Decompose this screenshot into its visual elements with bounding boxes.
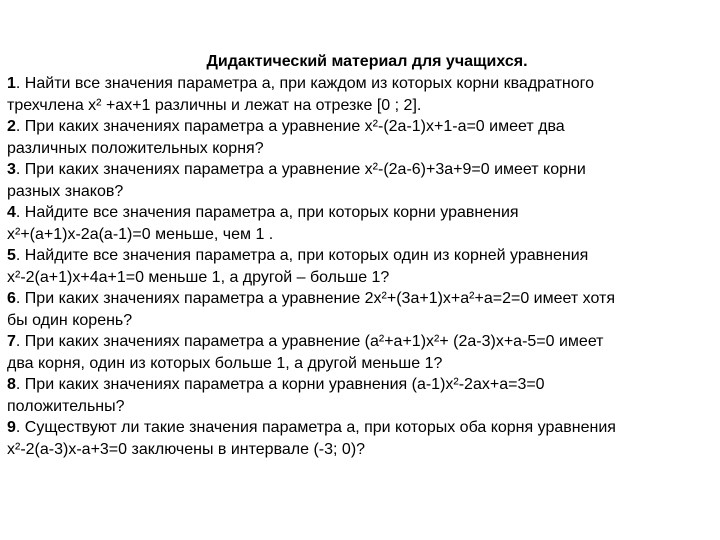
task-number: 5 [7, 247, 16, 264]
task-item-6 [7, 288, 713, 331]
task-item-3 [7, 159, 713, 202]
task-number: 6 [7, 290, 16, 307]
task-text-line-2: положительны? [7, 397, 125, 415]
task-text-line-2: разных знаков? [7, 182, 124, 200]
document-title: Дидактический материал для учащихся. [206, 53, 528, 70]
task-item-2 [7, 116, 713, 159]
task-item-4 [7, 202, 713, 245]
task-text-line-2: различных положительных корня? [7, 139, 264, 157]
task-item-9 [7, 417, 713, 460]
task-item-8 [7, 374, 713, 417]
task-text-line-1: . Существуют ли такие значения параметра а, при которых оба корня уравнения [15, 419, 616, 436]
task-text-line-1: . При каких значениях параметра а уравнение (а²+а+1)х²+ (2а-3)х+а-5=0 имеет [15, 333, 604, 350]
task-text-line-1: . При каких значениях параметра а уравнение х²-(2а-6)+3а+9=0 имеет корни [15, 161, 586, 178]
task-item-5 [7, 245, 713, 288]
task-item-7 [7, 331, 713, 374]
task-text-line-2: х²-2(а-3)х-а+3=0 заключены в интервале (-3; 0)? [7, 440, 366, 458]
task-text-line-1: . При каких значениях параметра а корни уравнения (а-1)х²-2ах+а=3=0 [15, 376, 545, 393]
task-text-line-2: х²+(а+1)х-2а(а-1)=0 меньше, чем 1 . [7, 225, 274, 243]
task-number: 7 [7, 333, 16, 350]
task-text-line-1: . При каких значениях параметра а уравнение х²-(2а-1)х+1-а=0 имеет два [15, 118, 565, 135]
task-text-line-2: х²-2(а+1)х+4а+1=0 меньше 1, а другой – больше 1? [7, 268, 390, 286]
task-text-line-2: бы один корень? [7, 311, 133, 329]
task-text-line-2: трехчлена х² +ах+1 различны и лежат на отрезке [0 ; 2]. [7, 96, 422, 114]
task-text-line-1: . Найдите все значения параметра а, при которых корни уравнения [15, 204, 519, 221]
task-number: 9 [7, 419, 16, 436]
document-body [7, 51, 713, 460]
task-item-1 [7, 73, 713, 116]
task-number: 2 [7, 118, 16, 135]
task-number: 1 [7, 75, 16, 92]
task-text-line-1: . Найдите все значения параметра а, при которых один из корней уравнения [15, 247, 589, 264]
task-text-line-1: . При каких значениях параметра а уравнение 2х²+(3а+1)х+а²+а=2=0 имеет хотя [15, 290, 615, 307]
task-text-line-2: два корня, один из которых больше 1, а другой меньше 1? [7, 354, 443, 372]
task-number: 8 [7, 376, 16, 393]
task-text-line-1: . Найти все значения параметра а, при каждом из которых корни квадратного [15, 75, 595, 92]
task-number: 3 [7, 161, 16, 178]
task-number: 4 [7, 204, 16, 221]
